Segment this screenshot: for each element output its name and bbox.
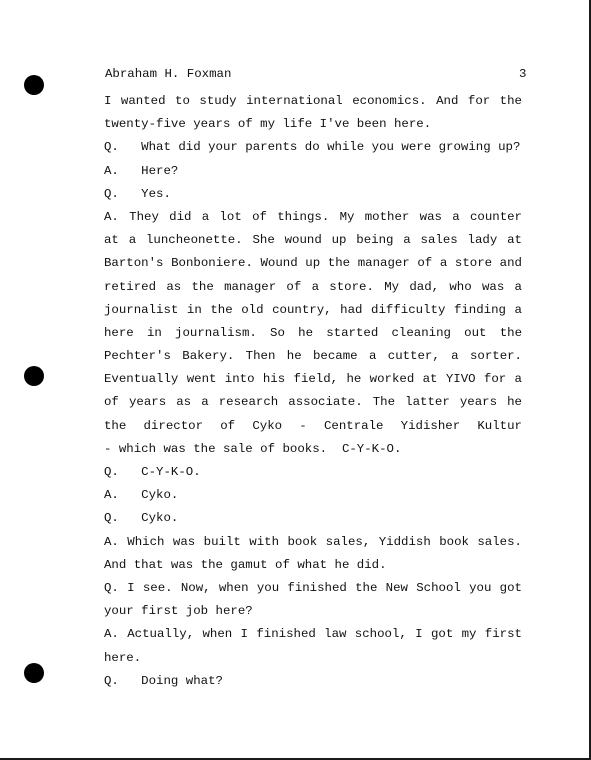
- transcript-line: Q. I see. Now, when you finished the New School you got: [104, 580, 522, 595]
- transcript-line: A. Cyko.: [104, 488, 179, 503]
- binder-hole-top: [24, 75, 44, 95]
- transcript-body: [104, 90, 522, 693]
- transcript-line: here in journalism. So he started cleaning out the: [104, 325, 522, 340]
- transcript-line: your first job here?: [104, 604, 253, 619]
- transcript-line: I wanted to study international economics. And for the: [104, 94, 522, 108]
- transcript-line: retired as the manager of a store. My dad, who was a: [104, 279, 522, 294]
- transcript-line: A. Actually, when I finished law school, I got my first: [104, 627, 522, 642]
- transcript-line: - which was the sale of books. C-Y-K-O.: [104, 441, 402, 456]
- transcript-line: twenty-five years of my life I've been here.: [104, 117, 432, 132]
- binder-hole-middle: [24, 366, 44, 386]
- transcript-line: Pechter's Bakery. Then he became a cutter, a sorter.: [104, 349, 522, 364]
- transcript-line: Q. C-Y-K-O.: [104, 465, 201, 479]
- transcript-line: Eventually went into his field, he worked at YIVO for a: [104, 372, 522, 387]
- transcript-line: A. Which was built with book sales, Yiddish book sales.: [104, 534, 522, 549]
- transcript-line: Barton's Bonboniere. Wound up the manager of a store and: [104, 256, 522, 271]
- transcript-line: Q. Cyko.: [104, 511, 179, 526]
- transcript-line: journalist in the old country, had difficulty finding a: [104, 302, 522, 317]
- page-header-name: Abraham H. Foxman: [105, 67, 232, 81]
- transcript-line: A. They did a lot of things. My mother was a counter: [104, 209, 522, 224]
- transcript-line: of years as a research associate. The latter years he: [104, 395, 522, 410]
- transcript-line: And that was the gamut of what he did.: [104, 557, 387, 572]
- transcript-line: Q. Yes.: [104, 186, 171, 201]
- page-number: 3: [519, 67, 527, 81]
- transcript-line: at a luncheonette. She wound up being a sales lady at: [104, 233, 522, 248]
- transcript-line: the director of Cyko - Centrale Yidisher Kultur: [104, 418, 522, 433]
- transcript-line: Q. What did your parents do while you were growing up?: [104, 140, 521, 155]
- transcript-line: A. Here?: [104, 163, 179, 178]
- binder-hole-bottom: [24, 663, 44, 683]
- transcript-line: Q. Doing what?: [104, 673, 223, 688]
- transcript-line: here.: [104, 650, 142, 665]
